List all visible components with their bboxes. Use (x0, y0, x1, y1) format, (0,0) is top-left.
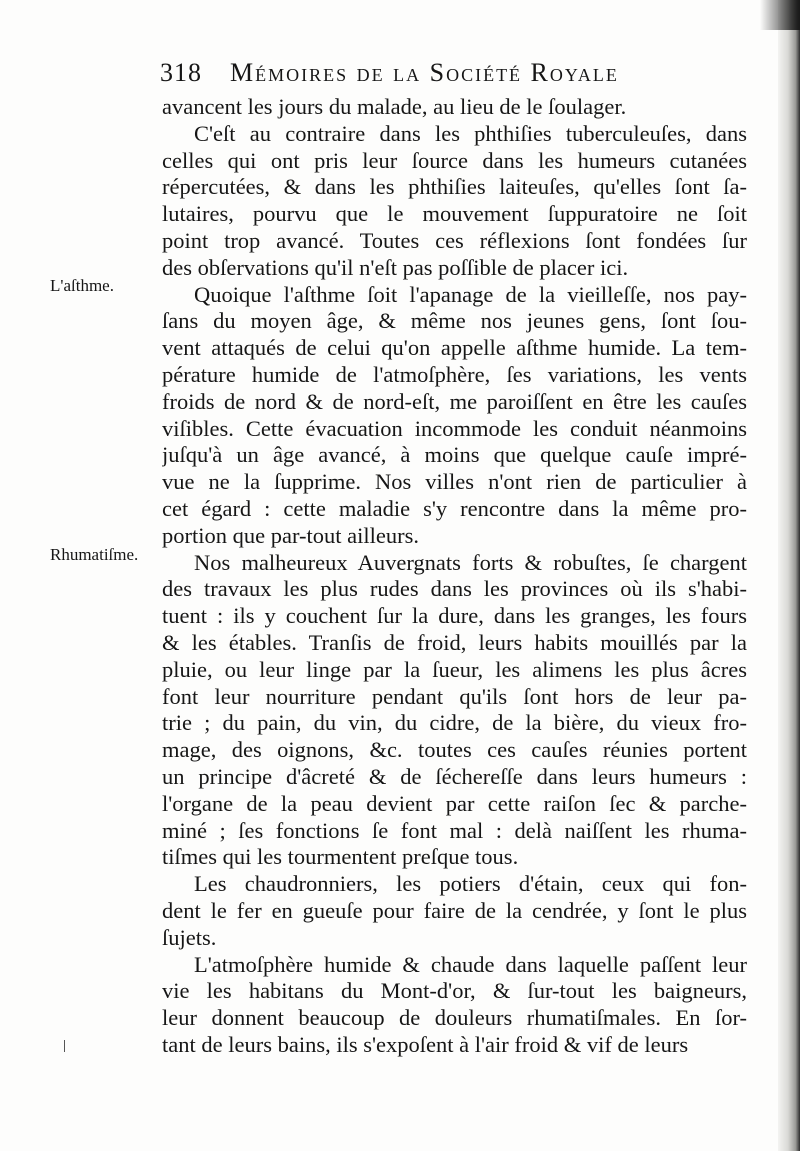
text-line: vue ne la ſupprime. Nos villes n'ont rien de particulier à (162, 469, 747, 495)
page-edge-shadow (778, 0, 800, 1151)
text-line: l'organe de la peau devient par cette raiſon ſec & parche- (162, 790, 747, 816)
page-number: 318 (160, 58, 202, 87)
body-text (162, 94, 747, 1059)
text-line: ſujets. (162, 924, 217, 950)
text-line: L'atmoſphère humide & chaude dans laquelle paſſent leur (194, 951, 747, 977)
text-line: dent le fer en gueuſe pour faire de la cendrée, y ſont le plus (162, 897, 747, 923)
text-line: font leur nourriture pendant qu'ils ſont hors de leur pa- (162, 683, 747, 709)
paragraph (162, 952, 747, 1059)
text-line: C'eſt au contraire dans les phthiſies tuberculeuſes, dans (194, 120, 747, 146)
text-line: avancent les jours du malade, au lieu de le ſoulager. (162, 94, 627, 119)
text-line: Quoique l'aſthme ſoit l'apanage de la vieilleſſe, nos pay- (194, 281, 747, 307)
marginal-note-rhumatisme: Rhumatiſme. (50, 545, 139, 564)
paragraph (162, 871, 747, 951)
page-header (160, 58, 750, 94)
text-line: des obſervations qu'il n'eſt pas poſſible de placer ici. (162, 254, 629, 280)
text-line: point trop avancé. Toutes ces réflexions ſont fondées ſur (162, 227, 747, 253)
text-line: Nos malheureux Auvergnats forts & robuſtes, ſe chargent (194, 549, 747, 575)
text-line: tuent : ils y couchent ſur la dure, dans les granges, les fours (162, 603, 747, 629)
text-line: juſqu'à un âge avancé, à moins que quelque cauſe impré- (162, 442, 747, 468)
text-line: tiſmes qui les tourmentent preſque tous. (162, 844, 519, 870)
text-line: viſibles. Cette évacuation incommode les conduit néanmoins (162, 415, 747, 441)
text-line: mage, des oignons, &c. toutes ces cauſes réunies portent (162, 737, 747, 763)
text-line: cet égard : cette maladie s'y rencontre dans la même pro- (162, 495, 747, 521)
text-line: pluie, ou leur linge par la ſueur, les alimens les plus âcres (162, 656, 747, 682)
text-line: miné ; ſes fonctions ſe font mal : delà naiſſent les rhuma- (162, 817, 747, 843)
page-corner-shadow (760, 0, 800, 30)
paragraph (162, 550, 747, 872)
text-line: & les étables. Tranſis de froid, leurs habits mouillés par la (162, 629, 747, 655)
text-line: un principe d'âcreté & de ſéchereſſe dans leurs humeurs : (162, 763, 747, 789)
text-line: trie ; du pain, du vin, du cidre, de la bière, du vieux fro- (162, 710, 747, 736)
text-line: tant de leurs bains, ils s'expoſent à l'air froid & vif de leurs (162, 1031, 689, 1057)
text-line: Les chaudronniers, les potiers d'étain, ceux qui fon- (194, 871, 747, 897)
running-title: Mémoires de la Société Royale (230, 58, 619, 87)
paragraph (162, 282, 747, 550)
text-line: portion que par-tout ailleurs. (162, 522, 419, 548)
text-line: ſans du moyen âge, & même nos jeunes gens, ſont ſou- (162, 308, 747, 334)
text-line: vent attaqués de celui qu'on appelle aſthme humide. La tem- (162, 335, 747, 361)
text-line: celles qui ont pris leur ſource dans les humeurs cutanées (162, 147, 747, 173)
text-line: lutaires, pourvu que le mouvement ſuppuratoire ne ſoit (162, 201, 747, 227)
marginal-note-asthme: L'aſthme. (50, 276, 114, 295)
text-line: pérature humide de l'atmoſphère, ſes variations, les vents (162, 361, 747, 387)
text-line: vie les habitans du Mont-d'or, & ſur-tout les baigneurs, (162, 978, 747, 1004)
paragraph (162, 94, 747, 121)
margin-mark (64, 1040, 65, 1052)
text-line: des travaux les plus rudes dans les provinces où ils s'habi- (162, 576, 747, 602)
paragraph (162, 121, 747, 282)
text-line: froids de nord & de nord-eſt, me paroiſſent en être les cauſes (162, 388, 747, 414)
text-line: répercutées, & dans les phthiſies laiteuſes, qu'elles ſont ſa- (162, 174, 747, 200)
text-line: leur donnent beaucoup de douleurs rhumatiſmales. En ſor- (162, 1005, 747, 1031)
